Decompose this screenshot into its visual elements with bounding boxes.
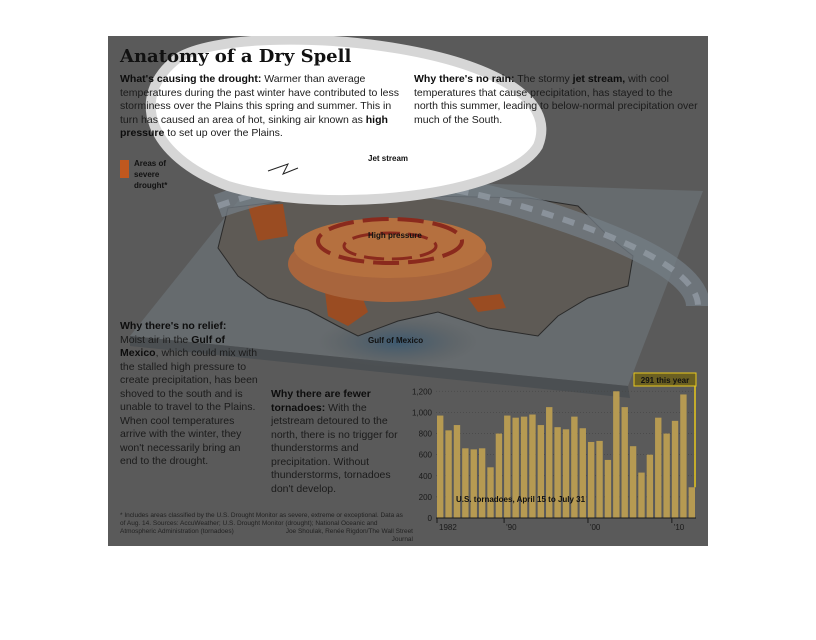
y-tick-label: 600	[418, 450, 432, 460]
bar	[496, 434, 502, 518]
bar	[487, 467, 493, 518]
no-relief-body: Moist air in the	[120, 333, 192, 346]
drought-heading: What's causing the drought:	[120, 73, 262, 85]
y-tick-label: 200	[418, 492, 432, 502]
jet-stream-label: Jet stream	[368, 154, 409, 163]
no-rain-heading: Why there's no rain:	[414, 73, 515, 85]
bar	[655, 418, 661, 518]
bar	[638, 473, 644, 518]
high-pressure-label: High pressure	[368, 231, 422, 240]
y-tick-label: 400	[418, 471, 432, 481]
chart-title: U.S. tornadoes, April 15 to July 31	[456, 495, 586, 505]
bar	[647, 455, 653, 518]
bar	[580, 428, 586, 518]
tornadoes-body: With the jetstream detoured to the north, there is no trigger for thunderstorms and precipitation. Without thunderstorms, tornadoes don't develop.	[271, 401, 398, 495]
x-tick-label: '90	[506, 523, 517, 532]
drought-body-end: to set up over the Plains.	[164, 127, 283, 139]
bar	[663, 434, 669, 518]
bar	[471, 449, 477, 518]
gulf-label: Gulf of Mexico	[368, 336, 424, 345]
legend-swatch	[120, 160, 129, 178]
bar	[630, 446, 636, 518]
bar	[622, 407, 628, 518]
tornadoes-text	[271, 388, 406, 496]
bar	[554, 427, 560, 518]
bar	[437, 416, 443, 518]
no-relief-heading: Why there's no relief:	[120, 320, 227, 332]
bar	[588, 442, 594, 518]
x-tick-label: '10	[673, 523, 685, 532]
bar	[462, 448, 468, 518]
tornadoes-heading: Why there are fewer tornadoes:	[271, 388, 371, 414]
no-relief-text	[120, 320, 258, 469]
bar	[672, 421, 678, 518]
no-relief-body-end: When cool temperatures arrive with the winter, they won't necessarily bring an end to the drought.	[120, 414, 242, 467]
no-relief-emph: Gulf of Mexico	[120, 333, 226, 359]
no-relief-body-cont: , which could mix with the stalled high pressure to create precipitation, has been shoved to the south and is unable to travel to the Plains.	[120, 347, 258, 413]
bar	[445, 430, 451, 518]
no-rain-emph: jet stream,	[572, 73, 626, 85]
y-tick-label: 800	[418, 429, 432, 439]
no-rain-body: The stormy	[514, 73, 573, 85]
bar	[605, 460, 611, 518]
bar	[479, 448, 485, 518]
drought-emph: high pressure	[120, 113, 388, 139]
infographic-panel	[108, 36, 708, 546]
x-tick-label: 1982	[439, 523, 457, 532]
legend-label: Areas of severe drought*	[134, 159, 168, 190]
y-tick-label: 1,200	[411, 387, 432, 397]
bar-highlight	[689, 487, 695, 518]
bar	[613, 391, 619, 518]
bar	[680, 394, 686, 518]
y-tick-label: 1,000	[411, 408, 432, 418]
tornado-chart	[406, 376, 706, 546]
footnote: * Includes areas classified by the U.S. Drought Monitor as severe, extreme or exceptional. Data as of Aug. 14. Sources: AccuWeather; U.S. Drought Monitor (drought); National Oceanic and Atmospheric Administration (tornadoes)	[120, 512, 403, 535]
y-tick-label: 0	[427, 514, 432, 523]
drought-cause-text	[120, 73, 402, 141]
drought-body: Warmer than average temperatures during the past winter have contributed to less storminess over the Plains this spring and summer. This in turn has caused an area of hot, sinking air known as	[120, 73, 399, 126]
highlight-callout-label: 291 this year	[640, 376, 690, 385]
credit: Joe Shoulak, Renée Rigdon/The Wall Street Journal	[285, 528, 413, 543]
bar	[596, 441, 602, 518]
page-title: Anatomy of a Dry Spell	[120, 46, 352, 67]
x-tick-label: '00	[589, 523, 601, 532]
bar	[563, 429, 569, 518]
no-rain-text	[414, 73, 698, 127]
no-rain-body-end: with cool temperatures that cause precipitation, has stayed to the north this summer, leading to below-normal precipitation over much of the South.	[414, 73, 698, 126]
